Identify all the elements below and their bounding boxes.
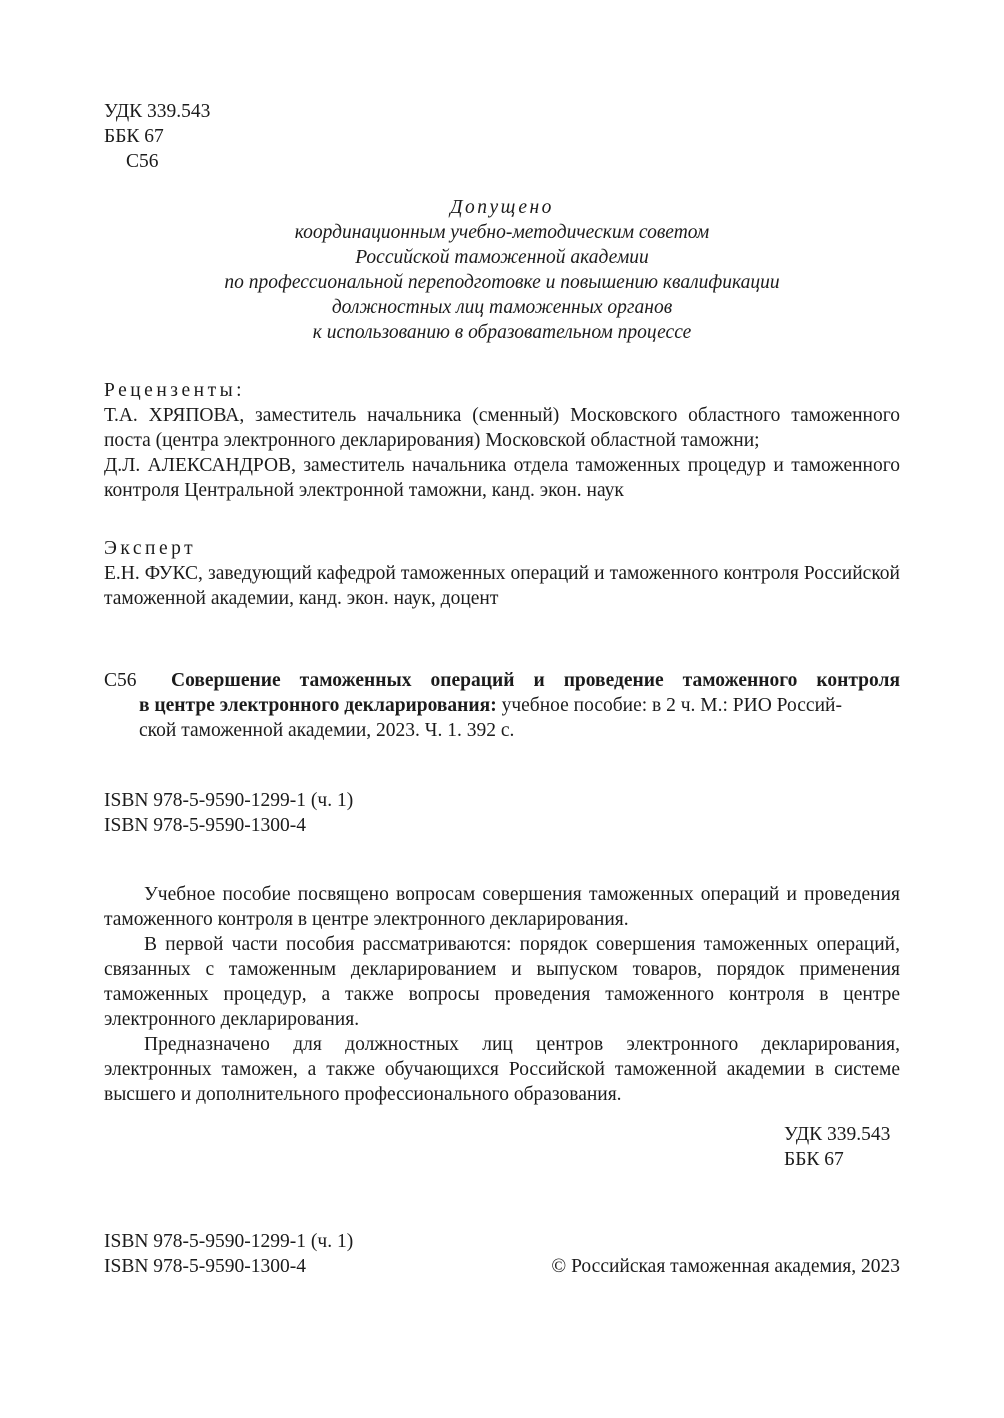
reviewer-entry: Т.А. ХРЯПОВА, заместитель начальника (сменный) Московского областного таможенного поста (центра электронного декларирования) Московской областной таможни; xyxy=(104,405,900,451)
page xyxy=(104,99,900,1279)
expert-entry: Е.Н. ФУКС, заведующий кафедрой таможенных операций и таможенного контроля Российской таможенной академии, канд. экон. наук, доцент xyxy=(104,563,900,609)
classification-header xyxy=(104,99,900,174)
classification-footer xyxy=(104,1122,900,1172)
bibliographic-record xyxy=(104,668,900,743)
bib-title-line1: Совершение таможенных операций и проведение таможенного контроля xyxy=(171,670,900,691)
bib-description xyxy=(139,668,900,743)
isbn-full: ISBN 978-5-9590-1300-4 xyxy=(104,815,307,836)
udk-code: УДК 339.543 xyxy=(104,101,211,122)
bib-author-sign: С56 xyxy=(104,670,137,691)
approval-line: Российской таможенной академии xyxy=(355,247,649,268)
bib-title-line2: в центре электронного декларирования: xyxy=(139,695,497,716)
reviewers-section xyxy=(104,378,900,503)
abstract-paragraph: Предназначено для должностных лиц центров электронного декларирования, электронных таможен, а также обучающихся Российской таможенной академии в системе высшего и дополнительного профессионального образования. xyxy=(104,1034,900,1105)
abstract-paragraph: В первой части пособия рассматриваются: порядок совершения таможенных операций, связанных с таможенным декларированием и выпуском товаров, порядок применения таможенных процедур, а также вопросы проведения таможенного контроля в центре электронного декларирования. xyxy=(104,934,900,1030)
approval-line: по профессиональной переподготовке и повышению квалификации xyxy=(224,272,780,293)
footer-isbn-part: ISBN 978-5-9590-1299-1 (ч. 1) xyxy=(104,1231,354,1252)
approval-block xyxy=(104,195,900,345)
footer xyxy=(104,1229,900,1279)
expert-label: Эксперт xyxy=(104,538,197,559)
approval-line: координационным учебно-методическим советом xyxy=(294,222,710,243)
approval-line: должностных лиц таможенных органов xyxy=(331,297,673,318)
abstract-paragraph: Учебное пособие посвящено вопросам совершения таможенных операций и проведения таможенного контроля в центре электронного декларирования. xyxy=(104,884,900,930)
isbn-block xyxy=(104,788,900,838)
bbk-code: ББК 67 xyxy=(104,126,164,147)
expert-section xyxy=(104,536,900,611)
reviewer-entry: Д.Л. АЛЕКСАНДРОВ, заместитель начальника отдела таможенных процедур и таможенного контроля Центральной электронной таможни, канд. экон. наук xyxy=(104,455,900,501)
footer-isbn-full: ISBN 978-5-9590-1300-4 xyxy=(104,1256,307,1277)
approval-heading: Допущено xyxy=(450,197,554,218)
author-sign: С56 xyxy=(126,151,159,172)
approval-line: к использованию в образовательном процессе xyxy=(312,322,692,343)
copyright: © Российская таможенная академия, 2023 xyxy=(551,1256,900,1277)
reviewers-label: Рецензенты: xyxy=(104,380,246,401)
abstract xyxy=(104,882,900,1107)
bib-line2 xyxy=(139,693,900,718)
bib-line3: ской таможенной академии, 2023. Ч. 1. 392 с. xyxy=(139,720,515,741)
bbk-code-right: ББК 67 xyxy=(784,1149,844,1170)
udk-code-right: УДК 339.543 xyxy=(784,1124,891,1145)
bib-publication-info: учебное пособие: в 2 ч. М.: РИО Россий- xyxy=(496,695,842,716)
isbn-part: ISBN 978-5-9590-1299-1 (ч. 1) xyxy=(104,790,354,811)
